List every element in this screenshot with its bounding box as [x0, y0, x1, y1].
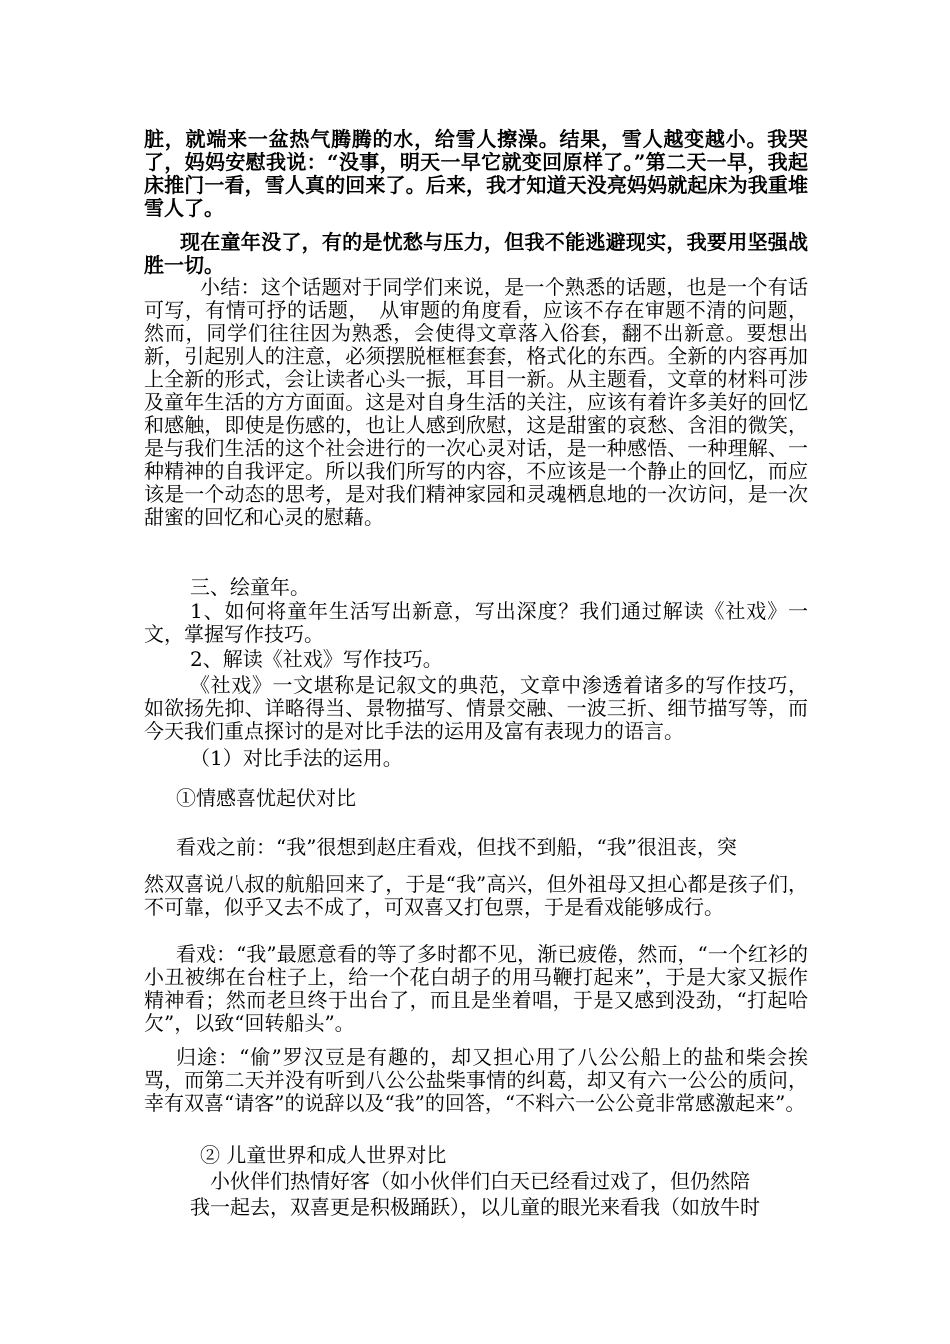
shexi-techniques-paragraph: 《社戏》一文堪称是记叙文的典范，文章中渗透着诸多的写作技巧，如欲扬先抑、详略得当、景物描写、情景交融、一波三折、细节描写等，而今天我们重点探讨的是对比手法的运用及富有表现力的语言。	[144, 673, 808, 743]
section-three-heading: 三、绘童年。	[190, 575, 310, 599]
watching-paragraph: 看戏：“我”最愿意看的等了多时都不见，渐已疲倦，然而，“一个红衫的小丑被绑在台柱子上，给一个花白胡子的用马鞭打起来”，于是大家又振作精神看；然而老旦终于出台了，而且是坐着唱，于是又感到没劲，“打起哈欠”，以致“回转船头”。	[144, 942, 808, 1035]
child-adult-contrast-heading: ② 儿童世界和成人世界对比	[200, 1143, 447, 1167]
item-two-paragraph: 2、解读《社戏》写作技巧。	[190, 647, 443, 671]
item-one-paragraph: 1、如何将童年生活写出新意，写出深度？我们通过解读《社戏》一文，掌握写作技巧。	[144, 599, 808, 646]
friends-hospitality-line: 小伙伴们热情好客（如小伙伴们白天已经看过戏了，但仍然陪	[210, 1169, 750, 1193]
before-watching-line: 看戏之前：“我”很想到赵庄看戏，但找不到船，“我”很沮丧，突	[176, 835, 737, 859]
snowman-story-paragraph: 脏，就端来一盆热气腾腾的水，给雪人擦澡。结果，雪人越变越小。我哭了，妈妈安慰我说：“没事，明天一早它就变回原样了。”第二天一早，我起床推门一看，雪人真的回来了。后来，我才知道天没亮妈妈就起床为我重堆雪人了。	[144, 127, 808, 220]
contrast-technique-heading: （1）对比手法的运用。	[190, 746, 403, 770]
emotion-contrast-heading: ①情感喜忧起伏对比	[176, 786, 356, 810]
return-trip-paragraph: 归途：“偷”罗汉豆是有趣的，却又担心用了八公公船上的盐和柴会挨骂，而第二天并没有听到八公公盐柴事情的纠葛，却又有六一公公的质问，幸有双喜“请客”的说辞以及“我”的回答，“不料六一公公竟非常感激起来”。	[144, 1045, 808, 1115]
summary-paragraph: 小结：这个话题对于同学们来说，是一个熟悉的话题，也是一个有话可写，有情可抒的话题， 从审题的角度看，应该不存在审题不清的问题，然而，同学们往往因为熟悉，会使得文章落入俗套，翻不出新意。要想出新，引起别人的注意，必须摆脱框框套套，格式化的东西。全新的内容再加上全新的形式，会让读者心头一振，耳目一新。从主题看，文章的材料可涉及童年生活的方方面面。这是对自身生活的关注，应该有着许多美好的回忆和感触，即使是伤感的，也让人感到欣慰，这是甜蜜的哀愁、含泪的微笑，是与我们生活的这个社会进行的一次心灵对话，是一种感悟、一种理解、一种精神的自我评定。所以我们所写的内容，不应该是一个静止的回忆，而应该是一个动态的思考，是对我们精神家园和灵魂栖息地的一次访问，是一次甜蜜的回忆和心灵的慰藉。	[144, 275, 808, 529]
before-watching-continued: 然双喜说八叔的航船回来了，于是“我”高兴，但外祖母又担心都是孩子们，不可靠，似乎又去不成了，可双喜又打包票，于是看戏能够成行。	[144, 872, 808, 919]
childhood-gone-paragraph: 现在童年没了，有的是忧愁与压力，但我不能逃避现实，我要用坚强战胜一切。	[144, 230, 808, 277]
friends-hospitality-continued: 我一起去，双喜更是积极踊跃），以儿童的眼光来看我（如放牛时	[190, 1195, 760, 1219]
